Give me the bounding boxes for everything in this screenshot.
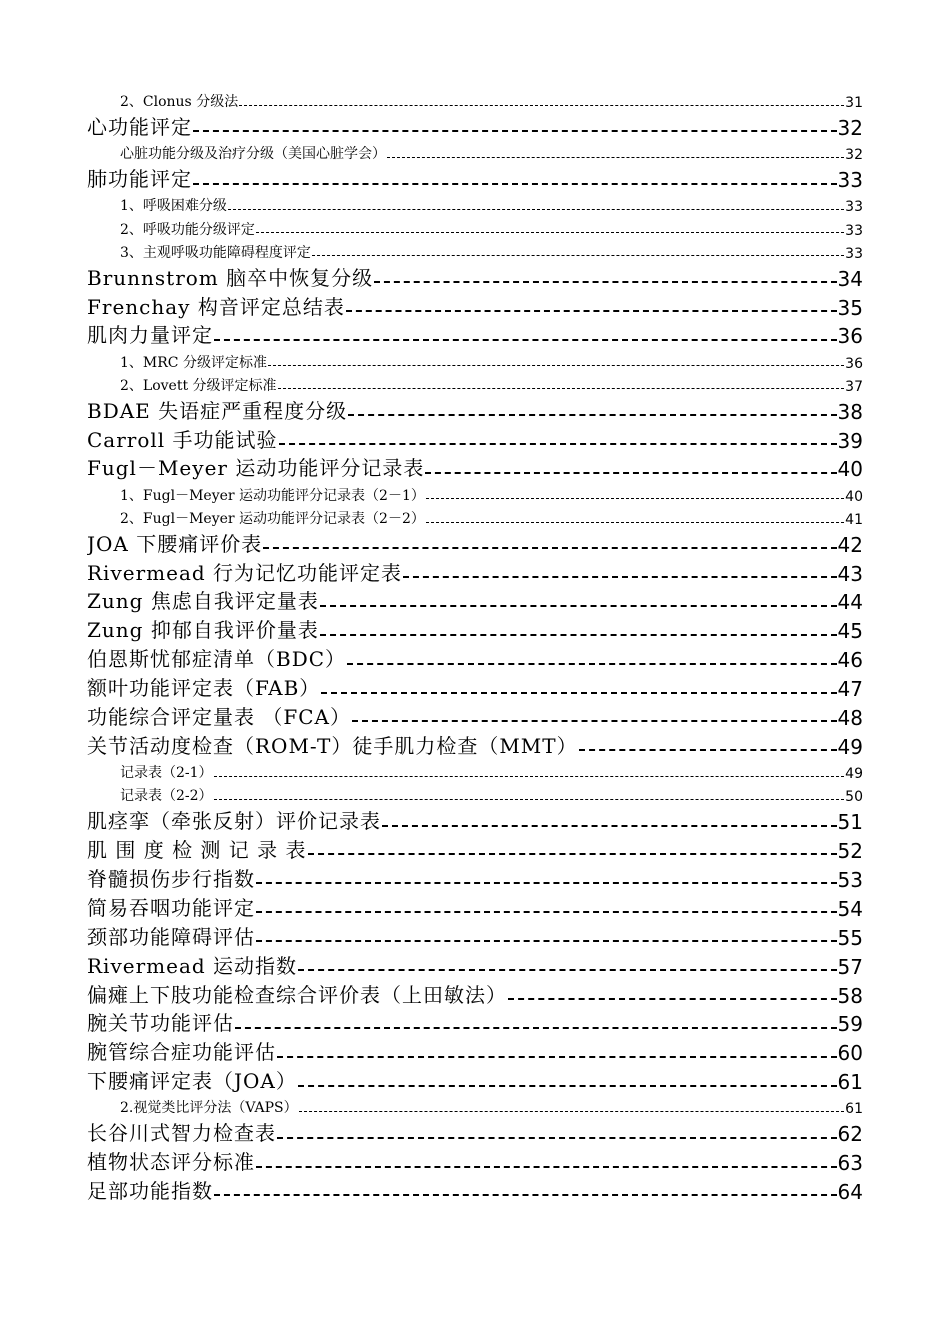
toc-leader-dashes	[308, 843, 837, 863]
toc-leader-dashes	[277, 1126, 837, 1146]
toc-entry-title: 肌痉挛（牵张反射）评价记录表	[87, 809, 381, 834]
toc-entry-title: Fugl－Meyer 运动功能评分记录表	[87, 456, 425, 481]
toc-entry[interactable]	[87, 730, 863, 759]
toc-leader-dashes	[352, 710, 837, 730]
toc-leader-dashes	[382, 814, 837, 834]
toc-leader-dashes	[320, 594, 837, 614]
toc-entry[interactable]	[87, 586, 863, 615]
toc-entry-title: 偏瘫上下肢功能检查综合评价表（上田敏法）	[87, 982, 507, 1007]
toc-leader-dashes	[299, 1103, 845, 1117]
toc-entry-title: 腕关节功能评估	[87, 1011, 234, 1036]
toc-leader-dashes	[579, 739, 837, 759]
toc-entry[interactable]	[87, 395, 863, 424]
toc-entry[interactable]	[87, 557, 863, 586]
toc-entry-page-number: 41	[845, 511, 863, 528]
toc-entry[interactable]	[87, 1146, 863, 1175]
toc-entry-page-number: 62	[837, 1122, 863, 1147]
toc-entry[interactable]	[87, 672, 863, 701]
toc-entry-page-number: 61	[837, 1070, 863, 1095]
toc-entry-title: Frenchay 构音评定总结表	[87, 294, 345, 319]
toc-entry-page-number: 49	[837, 734, 863, 759]
toc-entry-title: 脊髓损伤步行指数	[87, 866, 255, 891]
toc-entry-page-number: 36	[845, 355, 863, 372]
toc-leader-dashes	[268, 358, 844, 372]
toc-leader-dashes	[256, 872, 837, 892]
toc-entry-page-number: 48	[837, 706, 863, 731]
toc-leader-dashes	[235, 1016, 837, 1036]
toc-entry-page-number: 38	[837, 399, 863, 424]
toc-entry[interactable]	[87, 1008, 863, 1037]
toc-leader-dashes	[214, 791, 845, 805]
toc-entry-page-number: 55	[837, 925, 863, 950]
toc-entry-page-number: 42	[837, 532, 863, 557]
toc-entry-page-number: 45	[837, 619, 863, 644]
toc-entry[interactable]	[87, 614, 863, 643]
toc-leader-dashes	[214, 1184, 837, 1204]
toc-entry-title: 1、Fugl－Meyer 运动功能评分记录表（2－1）	[120, 487, 425, 504]
toc-leader-dashes	[298, 959, 837, 979]
table-of-contents	[87, 88, 863, 1204]
toc-leader-dashes	[228, 201, 844, 215]
toc-leader-dashes	[193, 172, 837, 192]
toc-entry[interactable]	[87, 701, 863, 730]
toc-entry-page-number: 64	[837, 1180, 863, 1205]
toc-leader-dashes	[348, 404, 836, 424]
toc-entry-title: 心脏功能分级及治疗分级（美国心脏学会）	[120, 146, 386, 163]
toc-leader-dashes	[239, 97, 844, 111]
toc-entry[interactable]	[87, 215, 863, 238]
toc-entry-title: 2、Fugl－Meyer 运动功能评分记录表（2－2）	[120, 510, 425, 527]
toc-leader-dashes	[425, 461, 836, 481]
toc-entry[interactable]	[87, 239, 863, 262]
toc-entry-page-number: 35	[837, 295, 863, 320]
toc-entry-title: 1、呼吸困难分级	[120, 198, 227, 215]
toc-leader-dashes	[277, 1045, 837, 1065]
toc-entry-page-number: 40	[845, 488, 863, 505]
toc-entry[interactable]	[87, 1094, 863, 1117]
toc-entry-title: 下腰痛评定表（JOA）	[87, 1069, 297, 1094]
toc-entry-title: 伯恩斯忧郁症清单（BDC）	[87, 647, 347, 672]
toc-entry-page-number: 51	[837, 810, 863, 835]
toc-entry-page-number: 60	[837, 1041, 863, 1066]
toc-entry[interactable]	[87, 921, 863, 950]
toc-entry[interactable]	[87, 1036, 863, 1065]
toc-entry[interactable]	[87, 528, 863, 557]
toc-entry[interactable]	[87, 262, 863, 291]
toc-entry-page-number: 37	[845, 378, 863, 395]
toc-leader-dashes	[214, 768, 845, 782]
toc-entry-page-number: 63	[837, 1151, 863, 1176]
toc-entry-page-number: 58	[837, 983, 863, 1008]
toc-leader-dashes	[320, 623, 837, 643]
toc-entry-page-number: 52	[837, 839, 863, 864]
toc-entry-page-number: 40	[837, 457, 863, 482]
toc-entry-page-number: 53	[837, 867, 863, 892]
toc-leader-dashes	[256, 1155, 837, 1175]
toc-entry-page-number: 32	[837, 116, 863, 141]
toc-entry-title: 1、MRC 分级评定标准	[120, 354, 267, 371]
toc-entry-title: Zung 抑郁自我评价量表	[87, 618, 319, 643]
toc-entry[interactable]	[87, 291, 863, 320]
toc-leader-dashes	[346, 300, 837, 320]
toc-entry[interactable]	[87, 424, 863, 453]
toc-entry-page-number: 39	[837, 428, 863, 453]
toc-entry-page-number: 33	[845, 245, 863, 262]
toc-entry[interactable]	[87, 192, 863, 215]
toc-entry-title: 记录表（2-1）	[120, 765, 213, 782]
toc-leader-dashes	[426, 491, 844, 505]
toc-leader-dashes	[508, 988, 837, 1008]
toc-entry-page-number: 44	[837, 590, 863, 615]
toc-entry-title: Brunnstrom 脑卒中恢复分级	[87, 265, 374, 290]
toc-leader-dashes	[312, 248, 844, 262]
toc-leader-dashes	[279, 433, 837, 453]
toc-entry-page-number: 49	[845, 766, 863, 783]
toc-leader-dashes	[321, 681, 836, 701]
toc-entry-title: 2、呼吸功能分级评定	[120, 221, 255, 238]
toc-entry-page-number: 36	[837, 324, 863, 349]
toc-entry-page-number: 33	[845, 199, 863, 216]
toc-entry-title: 颈部功能障碍评估	[87, 924, 255, 949]
toc-leader-dashes	[256, 225, 844, 239]
toc-entry[interactable]	[87, 88, 863, 111]
toc-leader-dashes	[193, 120, 837, 140]
toc-entry[interactable]	[87, 111, 863, 140]
toc-entry[interactable]	[87, 863, 863, 892]
toc-entry[interactable]	[87, 481, 863, 504]
toc-entry[interactable]	[87, 1065, 863, 1094]
toc-entry[interactable]	[87, 892, 863, 921]
toc-entry-page-number: 54	[837, 896, 863, 921]
toc-entry[interactable]	[87, 140, 863, 163]
toc-entry-title: 2.视觉类比评分法（VAPS）	[120, 1100, 298, 1117]
toc-leader-dashes	[214, 328, 837, 348]
toc-entry-title: 2、Clonus 分级法	[120, 94, 239, 111]
toc-entry-title: 植物状态评分标准	[87, 1150, 255, 1175]
toc-entry-title: 腕管综合症功能评估	[87, 1040, 276, 1065]
toc-leader-dashes	[263, 537, 836, 557]
toc-entry[interactable]	[87, 505, 863, 528]
toc-entry-title: 功能综合评定量表 （FCA）	[87, 705, 351, 730]
toc-entry[interactable]	[87, 163, 863, 192]
toc-entry-title: BDAE 失语症严重程度分级	[87, 398, 348, 423]
toc-entry[interactable]	[87, 834, 863, 863]
toc-entry[interactable]	[87, 320, 863, 349]
toc-entry-title: 心功能评定	[87, 115, 192, 140]
toc-entry[interactable]	[87, 453, 863, 482]
toc-entry[interactable]	[87, 979, 863, 1008]
toc-entry-title: 额叶功能评定表（FAB）	[87, 676, 321, 701]
toc-entry-page-number: 32	[845, 147, 863, 164]
toc-leader-dashes	[403, 566, 837, 586]
toc-entry[interactable]	[87, 759, 863, 782]
toc-leader-dashes	[347, 652, 837, 672]
toc-entry-page-number: 46	[837, 648, 863, 673]
toc-entry[interactable]	[87, 348, 863, 371]
toc-leader-dashes	[298, 1074, 837, 1094]
toc-entry-page-number: 43	[837, 561, 863, 586]
toc-entry-title: 长谷川式智力检查表	[87, 1121, 276, 1146]
toc-leader-dashes	[426, 514, 844, 528]
toc-leader-dashes	[374, 271, 836, 291]
toc-entry-title: 简易吞咽功能评定	[87, 895, 255, 920]
toc-entry-title: 3、主观呼吸功能障碍程度评定	[120, 244, 311, 261]
toc-leader-dashes	[387, 149, 844, 163]
toc-entry-page-number: 33	[837, 168, 863, 193]
toc-entry[interactable]	[87, 643, 863, 672]
toc-entry-page-number: 57	[837, 954, 863, 979]
toc-entry-page-number: 59	[837, 1012, 863, 1037]
toc-leader-dashes	[256, 901, 837, 921]
toc-entry-title: 足部功能指数	[87, 1179, 213, 1204]
toc-entry-page-number: 33	[845, 222, 863, 239]
toc-entry-page-number: 31	[845, 95, 863, 112]
toc-entry-title: JOA 下腰痛评价表	[87, 531, 263, 556]
toc-entry-title: Carroll 手功能试验	[87, 427, 278, 452]
toc-entry-title: Rivermead 行为记忆功能评定表	[87, 560, 403, 585]
toc-leader-dashes	[256, 930, 837, 950]
toc-entry-page-number: 34	[837, 266, 863, 291]
toc-entry[interactable]	[87, 782, 863, 805]
toc-leader-dashes	[278, 381, 845, 395]
toc-entry-page-number: 50	[845, 789, 863, 806]
toc-entry-page-number: 61	[845, 1101, 863, 1118]
toc-entry-title: 肺功能评定	[87, 167, 192, 192]
toc-entry-page-number: 47	[837, 677, 863, 702]
toc-entry-title: 2、Lovett 分级评定标准	[120, 377, 277, 394]
toc-entry-title: 关节活动度检查（ROM-T）徒手肌力检查（MMT）	[87, 733, 578, 758]
toc-entry-title: Rivermead 运动指数	[87, 953, 298, 978]
toc-entry[interactable]	[87, 805, 863, 834]
toc-entry-title: 肌肉力量评定	[87, 323, 213, 348]
toc-entry-title: 肌 围 度 检 测 记 录 表	[87, 838, 307, 863]
toc-entry[interactable]	[87, 1175, 863, 1204]
toc-entry-title: 记录表（2-2）	[120, 788, 213, 805]
toc-entry-title: Zung 焦虑自我评定量表	[87, 589, 319, 614]
toc-entry[interactable]	[87, 372, 863, 395]
toc-entry[interactable]	[87, 1117, 863, 1146]
toc-entry[interactable]	[87, 950, 863, 979]
